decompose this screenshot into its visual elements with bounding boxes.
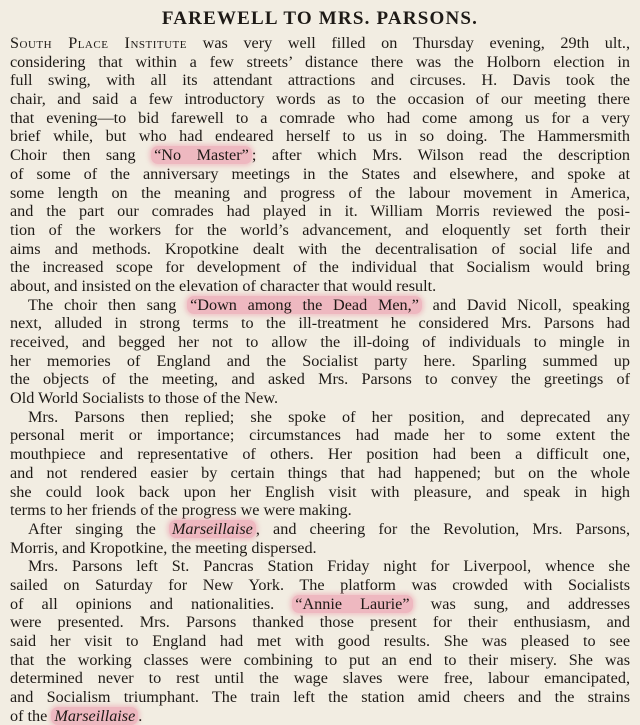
text-line: of some of the anniversary meetings in the States and elsewhere, and spoke at [10, 164, 630, 183]
highlight-song-no-master: “No Master” [151, 146, 252, 164]
text-line: the objects of the meeting, and asked Mrs. Parsons to convey the greetings of [10, 370, 630, 389]
text-line: said her visit to England had met with good results. She was pleased to see [10, 632, 630, 650]
text-line: considering that within a few streets’ distance there was the Holborn election in [10, 52, 630, 71]
highlight-song-marseillaise: Marseillaise [169, 520, 256, 538]
highlight-song-annie-laurie: “Annie Laurie” [292, 595, 412, 613]
text-line: that evening—to bid farewell to a comrade who had come among us for a very [10, 108, 630, 127]
text-line: Old World Socialists to those of the New. [10, 389, 279, 408]
highlight-song-marseillaise-final: Marseillaise [51, 707, 138, 725]
text-line: Mrs. Parsons left St. Pancras Station Friday night for Liverpool, whence she [28, 557, 630, 576]
article-body [10, 34, 630, 725]
text-line: aims and methods. Kropotkine dealt with the decentralisation of social life and [10, 239, 630, 258]
text-line: about, and insisted on the elevation of character that would result. [10, 276, 437, 295]
text-line: terms to her friends of the progress we were making. [10, 501, 352, 520]
highlight-song-dead-men: “Down among the Dead Men,” [187, 296, 422, 314]
text-line: that the working classes were combining to put an end to their misery. She was [10, 650, 630, 669]
text-line: determined never to rest until the wage slaves were free, labour emancipated, [10, 669, 630, 688]
text-line: sailed on Saturday for New York. The platform was crowded with Socialists [10, 575, 630, 594]
text-line: received, and begged her not to allow the ill-doing of individuals to mingle in [10, 333, 630, 351]
text-line: South Place Institute was very well filled on Thursday evening, 29th ult., [10, 34, 630, 52]
article [10, 6, 630, 725]
text-line: chair, and said a few introductory words as to the occasion of our meeting there [10, 90, 630, 109]
text-line: The choir then sang “Down among the Dead Men,” and David Nicoll, speaking [28, 295, 631, 314]
text-line: the increased scope for development of the individual that Socialism would bring [10, 258, 630, 277]
text-line: brief while, but who had endeared herself to us in so doing. The Hammersmith [10, 127, 630, 146]
lead-in-small-caps: South Place Institute [10, 34, 187, 52]
text-line: were presented. Mrs. Parsons thanked those present for their enthusiasm, and [10, 613, 630, 632]
text-line: personal merit or importance; circumstances had made her to some extent the [10, 426, 630, 445]
text-line: mouthpiece and representative of others. Her position had been a difficult one, [10, 445, 630, 464]
text-line: next, alluded in strong terms to the ill-treatment he considered Mrs. Parsons had [10, 314, 630, 333]
text-line: full swing, with all its attendant attractions and circuses. H. Davis took the [10, 71, 630, 90]
text-line: of the Marseillaise . [10, 706, 143, 725]
text-line: After singing the Marseillaise , and cheering for the Revolution, Mrs. Parsons, [28, 519, 630, 538]
text-line: Morris, and Kropotkine, the meeting dispersed. [10, 538, 317, 557]
text-line: and Socialism triumphant. The train left the station amid cheers and the strains [10, 688, 630, 707]
text-line: of all opinions and nationalities. “Annie Laurie” was sung, and addresses [10, 594, 630, 613]
text-line: and not rendered easier by certain things that had happened; but on the whole [10, 463, 630, 482]
text-line: Choir then sang “No Master” ; after which Mrs. Wilson read the description [10, 146, 631, 165]
text-line: some length on the meaning and progress of the labour movement in America, [10, 183, 630, 202]
text-line: she could look back upon her English visit with pleasure, and speak in high [10, 482, 630, 501]
text-line: tion of the workers for the world’s advancement, and eloquently set forth their [10, 220, 630, 239]
text-line: and the part our comrades had played in it. William Morris reviewed the posi- [10, 202, 630, 221]
article-title: FAREWELL TO MRS. PARSONS. [161, 8, 479, 29]
text-line: her memories of England and the Socialist party here. Sparling summed up [10, 351, 630, 370]
text-line: Mrs. Parsons then replied; she spoke of her position, and deprecated any [28, 407, 630, 426]
